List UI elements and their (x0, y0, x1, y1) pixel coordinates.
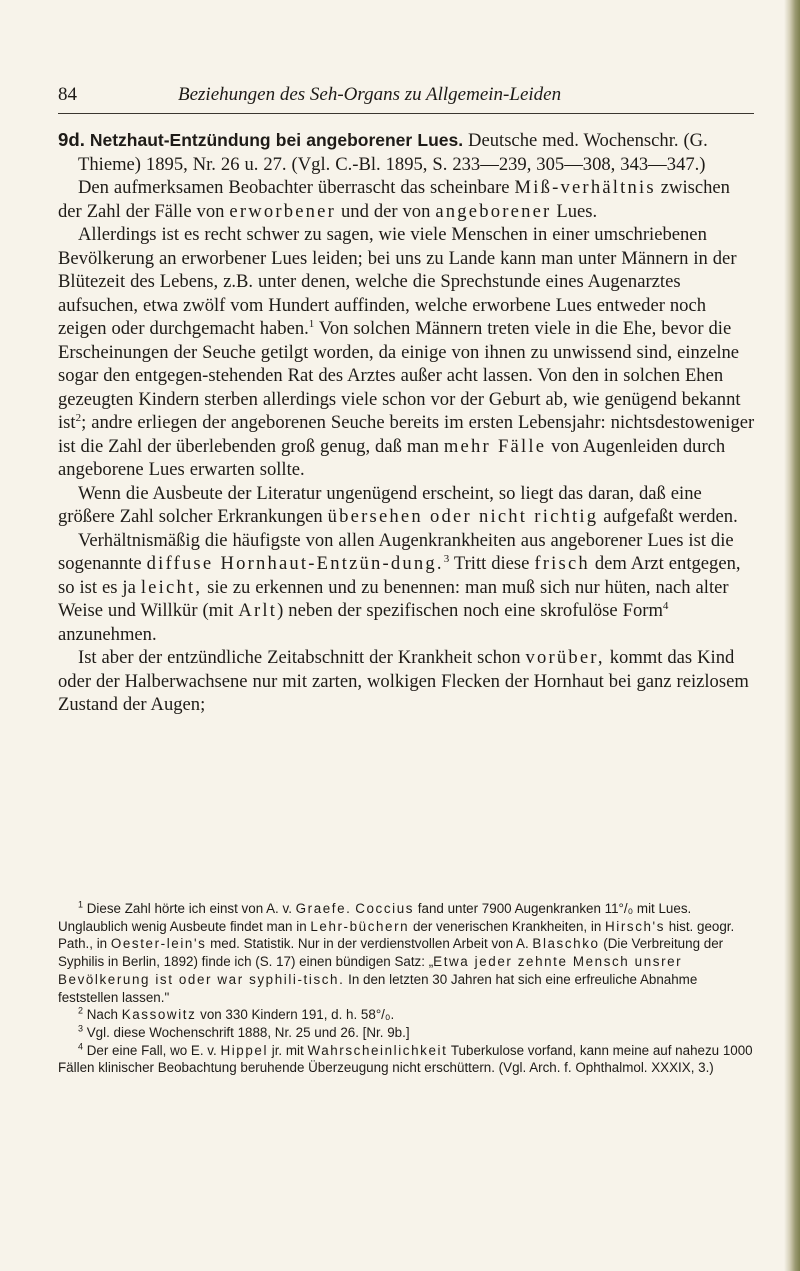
footnote-number: 2 (78, 1005, 84, 1016)
text-run: Ist aber der entzündliche Zeitabschnitt der Krankheit schon (78, 647, 526, 668)
text-run: Tuberkulose vorfand, kann meine auf nahezu 1000 Fällen klinischer Beobachtung beruhende Überzeugung nicht erschüttern. (Vgl. Arch. f. Ophthalmol. XXXIX, 3.) (58, 1042, 753, 1076)
emphasis: angeborener (435, 200, 552, 222)
emphasis: Graefe. (295, 901, 352, 916)
footnotes (58, 900, 758, 1077)
footnote-1 (58, 900, 758, 1006)
emphasis: diffuse Hornhaut-Entzün-dung. (146, 553, 444, 574)
text-run: der venerischen Krankheiten, in (409, 918, 605, 934)
text-run: Der eine Fall, wo E. v. (83, 1042, 221, 1058)
text-run: Lues. (551, 200, 598, 222)
footnote-marker: 4 (662, 599, 669, 612)
text-run: (Die Verbreitung der Syphilis in Berlin, 1892) finde ich (S. 17) einen bündigen Satz: „ (58, 936, 724, 970)
footnote-number: 3 (78, 1023, 84, 1034)
footnote-4 (58, 1042, 758, 1077)
emphasis: leicht, (140, 576, 203, 598)
emphasis: Coccius (355, 901, 415, 916)
text-run: aufgefaßt werden. (598, 506, 738, 527)
paragraph-1 (58, 176, 758, 223)
text-run: anzunehmen. (58, 623, 157, 645)
text-run: Diese Zahl hörte ich einst von A. v. (83, 901, 296, 916)
emphasis: Kassowitz (121, 1007, 197, 1023)
footnote-number: 1 (78, 899, 84, 910)
footnote-2 (58, 1006, 758, 1024)
footnote-marker: 3 (443, 552, 450, 565)
main-text (58, 128, 758, 717)
text-run: zwischen der Zahl der Fälle von (58, 177, 730, 222)
text-run: Wenn die Ausbeute der Literatur ungenügend erscheint, so liegt das daran, daß eine größere Zahl solcher Erkrankungen (58, 482, 702, 527)
text-run: Tritt diese (449, 553, 535, 574)
text-run: von 330 Kindern 191, d. h. 58°/₀. (196, 1007, 395, 1023)
emphasis: Lehr-büchern (310, 918, 410, 934)
text-run: kommt das Kind oder der Halberwachsene nur mit zarten, wolkigen Flecken der Hornhaut bei ganz reizlosem Zustand der Augen; (58, 647, 749, 715)
text-run: In den letzten 30 Jahren hat sich eine erfreuliche Abnahme feststellen lassen." (58, 971, 698, 1005)
page-number: 84 (58, 84, 77, 105)
emphasis: erworbener (229, 200, 337, 222)
emphasis: mehr Fälle (443, 435, 547, 457)
header-rule (58, 113, 754, 114)
emphasis: frisch (534, 553, 590, 574)
running-title: Beziehungen des Seh-Organs zu Allgemein-Leiden (178, 84, 562, 105)
emphasis: Etwa jeder zehnte Mensch unsrer Bevölkerung ist oder war syphili-tisch. (58, 954, 683, 987)
emphasis: Hirsch's (605, 918, 665, 934)
section-title: Netzhaut-Entzündung bei angeborener Lues. (89, 130, 464, 150)
text-run: Nach (83, 1007, 122, 1023)
text-run: sie zu erkennen und zu benennen: man muß sich nur hüten, nach alter Weise und Willkür (mit (58, 576, 729, 621)
footnote-3 (58, 1024, 758, 1042)
emphasis: vorüber, (525, 647, 605, 668)
text-run: und der von (336, 200, 436, 222)
text-run: Verhältnismäßig die häufigste von allen Augenkrankheiten aus angeborener Lues ist die sogenannte (58, 529, 734, 574)
text-run: Vgl. diese Wochenschrift 1888, Nr. 25 und 26. [Nr. 9b.] (83, 1024, 410, 1040)
section-heading (58, 128, 758, 176)
footnote-number: 4 (78, 1041, 84, 1052)
section-reference: Deutsche med. Wochenschr. (G. Thieme) 1895, Nr. 26 u. 27. (Vgl. C.-Bl. 1895, S. 233—239, 305—308, 343—347.) (78, 130, 708, 175)
footnote-marker: 2 (75, 411, 82, 424)
emphasis: übersehen oder nicht richtig (327, 506, 599, 527)
emphasis: Oester-lein's (110, 936, 207, 952)
emphasis: Arlt (238, 600, 278, 621)
paragraph-4 (58, 529, 758, 647)
paragraph-3 (58, 482, 758, 529)
page-header (58, 84, 754, 108)
text-run: med. Statistik. Nur in der verdienstvollen Arbeit von A. (206, 936, 533, 952)
paragraph-5 (58, 646, 758, 717)
emphasis: Wahrscheinlichkeit (307, 1042, 448, 1058)
text-run: ) neben der spezifischen noch eine skrofulöse Form (277, 600, 663, 621)
section-number: 9d. (58, 129, 85, 150)
text-run: ; andre erliegen der angeborenen Seuche bereits im ersten Lebensjahr: nichtsdestoweniger ist die Zahl der überlebenden groß genug, daß man (58, 412, 755, 457)
text-run: Den aufmerksamen Beobachter überrascht das scheinbare (78, 177, 515, 198)
emphasis: Miß-verhältnis (514, 177, 656, 198)
text-run: von Augenleiden durch angeborene Lues erwarten sollte. (58, 435, 726, 480)
text-run: hist. geogr. Path., in (58, 918, 735, 952)
text-run: jr. mit (268, 1042, 308, 1058)
emphasis: Hippel (220, 1042, 269, 1058)
text-run: dem Arzt entgegen, so ist es ja (58, 553, 741, 598)
text-run: Von solchen Männern treten viele in die Ehe, bevor die Erscheinungen der Seuche getilgt worden, da einige von ihnen zu unwissend sind, einzelne sogar den entgegen-stehenden Rat des Arztes außer acht lassen. Von den in solchen Ehen gezeugten Kindern sterben allerdings viele schon vor der Geburt ab, wie genügend bekannt ist (58, 318, 741, 433)
text-run: Allerdings ist es recht schwer zu sagen, wie viele Menschen in einer umschriebenen Bevölkerung an erworbener Lues leiden; bei uns zu Lande kann man unter Männern in der Blütezeit des Lebens, z.B. unter denen, welche die Sprechstunde eines Augenarztes aufsuchen, etwa zwölf vom Hundert auffinden, welche erworbene Lues entweder noch zeigen oder durchgemacht haben. (58, 224, 737, 339)
page-edge (784, 0, 800, 1271)
text-run: fand unter 7900 Augenkranken 11°/₀ mit Lues. Unglaublich wenig Ausbeute findet man in (58, 901, 692, 934)
paragraph-2 (58, 223, 758, 482)
emphasis: Blaschko (532, 936, 600, 952)
footnote-marker: 1 (308, 317, 315, 330)
